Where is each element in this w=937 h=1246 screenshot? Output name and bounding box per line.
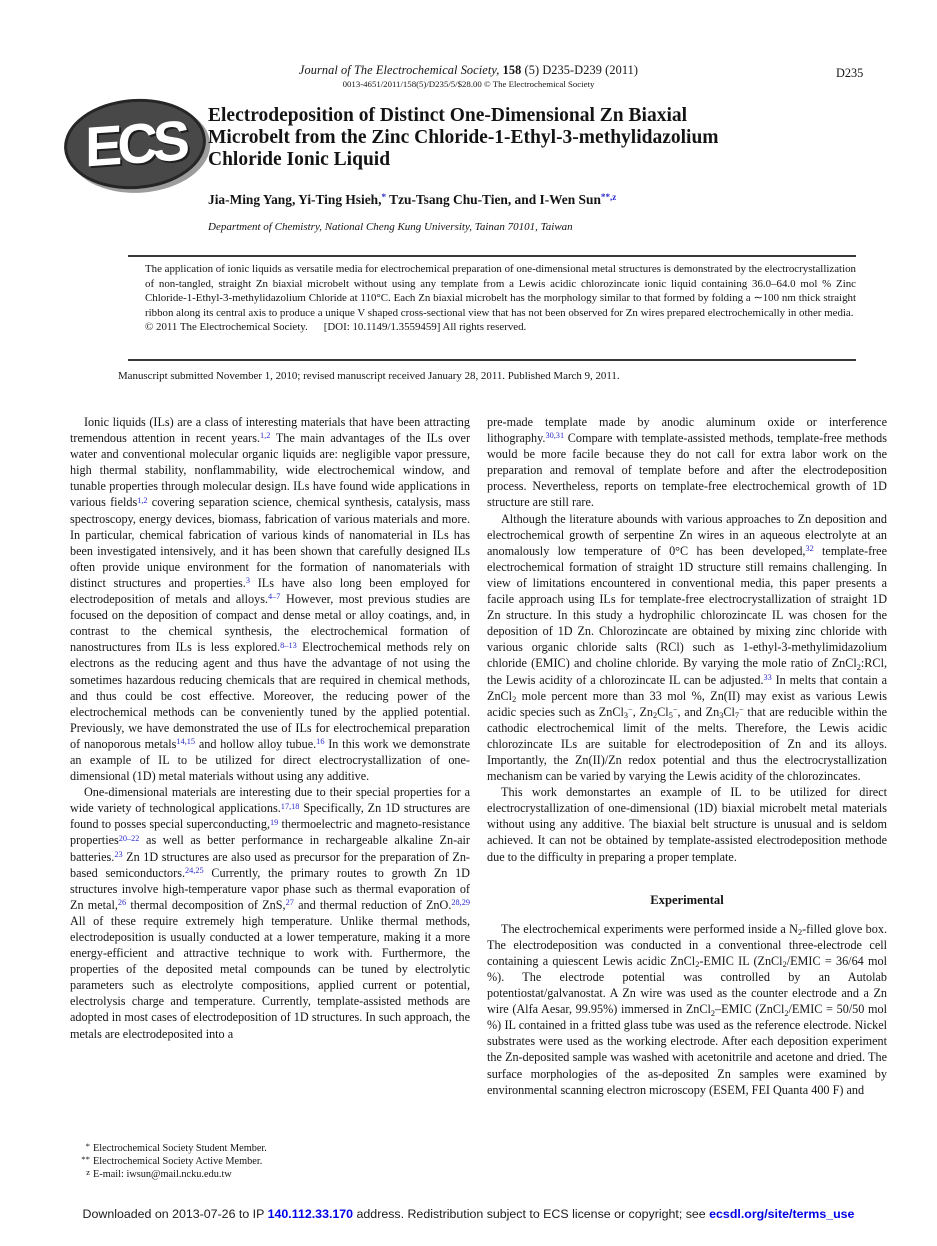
paragraph: One-dimensional materials are interesting due to their special properties for a wide variety of technological applications.$^{17,18}$ Specifically, Zn 1D structures are found to posses special superconducting,$^{19}$ thermoelectric and magneto-resistance properties$^{20-22}$ as well as better performance in rechargeable alkaline Zn-air batteries.$^{23}$ Zn 1D structures are also used as precursor for the preparation of Zn-based semiconductors.$^{24,25}$ Currently, the primary routes to growth Zn 1D structures involve high-temperature vapor phase such as thermal evaporation of Zn metal,$^{26}$ thermal decomposition of ZnS,$^{27}$ and thermal reduction of ZnO.$^{28,29}$ All of these require extremely high temperature. Unlike thermal methods, electrodeposition is usually conducted at a lower temperature, making it a more energy-efficient and attractive technique to work with. Furthermore, the properties of the deposited metal compounds can be tuned by electrolytic parameters such as electrolyte compositions, applied current or potential, electrolysis charge and temperature. Currently, template-assisted methods are adopted in most cases of electrodeposition of 1D structures. In such approach, the metals are electrodeposited into a — [70, 785, 471, 1041]
terms-link[interactable]: ecsdl.org/site/terms_use — [709, 1207, 855, 1221]
paragraph: Ionic liquids (ILs) are a class of interesting materials that have been attracting tremendous attention in recent years.$^{1,2}$ The main advantages of the ILs over water and conventional molecular organic liquids are: negligible vapor pressure, high thermal stability, nonflammability, wide electrochemical window, and tunable properties through molecular design. ILs have found wide applications in various fields$^{1,2}$ covering separation science, chemical synthesis, catalysis, mass spectroscopy, energy devices, biomass, fabrication of various materials and more. In particular, chemical fabrication of various kinds of nanomaterial in ILs has been investigated intensively, and it has been shown that carefully designed ILs often provide unique environment for the formation of nanomaterials with distinct structures and properties.$^3$ ILs have also long been employed for electrodeposition of metals and alloys.$^{4-7}$ However, most previous studies are focused on the deposition of compact and dense metal or alloy coatings, and, in contrast to the chemical synthesis, the electrochemical formation of nanostructures from ILs is less explored.$^{8-13}$ Electrochemical methods rely on electrons as the reducing agent and thus have the advantage of not using the sometimes hazardous reducing chemicals that are required in chemical methods, and thus could be cost effective. Moreover, the reducing power of the electrochemical methods can be conveniently tuned by the applied potential. Previously, we have demonstrated the use of ILs for electrochemical preparation of nanoporous metals$^{14,15}$ and hollow alloy tubue.$^{16}$ In this work we demonstrate an example of IL to be utilized for direct electrocrystallization of one-dimensional (1D) metal materials without using any additive. — [70, 415, 471, 784]
download-notice — [0, 1207, 937, 1221]
footnote-student-member: * Electrochemical Society Student Member. — [70, 1142, 470, 1155]
paragraph: The electrochemical experiments were performed inside a $N_2$-filled glove box. The electrodeposition was conducted in a conventional three-electrode cell containing a quiescent Lewis acidic ZnCl$_2$-EMIC IL (ZnCl$_2$/EMIC = 36/64 mol %). The electrode potential was controlled by an Autolab potentiostat/galvanostat. A Zn wire was used as the counter electrode and a Zn wire (Alfa Aesar, 99.95%) immersed in ZnCl$_2$–EMIC (ZnCl$_2$/EMIC = 50/50 mol %) IL contained in a fritted glass tube was used as the reference electrode. Nickel substrates were used as the working electrode. After each deposition experiment the Zn-deposited sample was washed with acetonitrile and acetone and dried. The surface morphologies of the as-deposited Zn samples were examined by environmental scanning electron microscopy (ESEM, FEI Quanta 400 F) and — [487, 921, 888, 1097]
authors-part-2: Tzu-Tsang Chu-Tien, and I-Wen Sun — [386, 192, 601, 207]
affiliation: Department of Chemistry, National Cheng Kung University, Tainan 70101, Taiwan — [208, 221, 573, 233]
page-number: D235 — [836, 66, 864, 80]
authors-part-1: Jia-Ming Yang, Yi-Ting Hsieh, — [208, 192, 382, 207]
authors-line — [208, 192, 616, 208]
abstract-copyright: © 2011 The Electrochemical Society. — [145, 321, 308, 334]
paper-title-line-2: Microbelt from the Zinc Chloride-1-Ethyl-3-methylidazolium — [208, 126, 719, 148]
section-heading-experimental: Experimental — [650, 892, 724, 907]
paragraph: pre-made template made by anodic aluminum oxide or interference lithography.$^{30,31}$ Compare with template-assisted methods, template-free methods would be more facile because they do not call for extra labor work on the preparation and removal of template before and after the electrodeposition process. Nevertheless, reports on template-free electrochemical growth of 1D structure are still rare. — [487, 415, 887, 510]
footnotes — [70, 1142, 470, 1182]
footnote-marker: z — [86, 1167, 90, 1178]
abstract-bottom-rule — [128, 359, 856, 361]
footnote-marker: * — [85, 1141, 90, 1151]
abstract — [145, 262, 856, 335]
ecs-logo — [62, 97, 208, 191]
author-footnote-marker: **,z — [600, 191, 617, 202]
left-column — [70, 414, 470, 1042]
paragraph: Although the literature abounds with various approaches to Zn deposition and electrochemical growth of serpentine Zn wires in an aqueous electrolyte at an anomalously low temperature of 0°C has been developed,$^{32}$ template-free electrochemical formation of straight 1D structure still remains challenging. In view of limitations encountered in conventional media, this paper presents a facile approach using ILs for template-free electrocrystallization of straight 1D Zn structure. In this study a hydrophilic chlorozincate IL was chosen for the deposition of 1D Zn. Chlorozincate are obtained by mixing zinc chloride with various organic chloride salts (RCl) such as 1-ethyl-3-methylimidazolium chloride (EMIC) and choline chloride. By varying the mole ratio of ZnCl$_2$:RCl, the Lewis acidity of a chlorozincate IL can be adjusted.$^{33}$ In melts that contain a ZnCl$_2$ mole percent more than 33 mol %, Zn(II) may exist as various Lewis acidic species such as ZnCl$_3$−, $Zn_2Cl_5^-$, and $Zn_3Cl_7^-$ that are reducible within the cathodic electrochemical limit of the melts. Therefore, the Lewis acidic chlorozincate ILs are suitable for electrodeposition of Zn and its alloys. Importantly, the Zn(II)/Zn redox potential and thus the electrocrystallization mechanism can be varied by varying the Lewis acidity of the chlorozincates. — [487, 511, 887, 784]
footnote-marker: ** — [81, 1154, 90, 1165]
abstract-text: The application of ionic liquids as versatile media for electrochemical preparation of one-dimensional metal structures is demonstrated by the electrocrystallization of non-tangled, straight Zn biaxial microbelt without using any template from a Lewis acidic chlorozincate ionic liquid containing 36.0–64.0 mol % Zinc Chloride-1-Ethyl-3-methylidazolium Chloride at 110°C. Each Zn biaxial microbelt has the morphology similar to that formed by folding a ∼100 nm thick straight ribbon along its central axis to produce a unique V shaped cross-sectional view that has not been observed for Zn wires prepared electrochemically in other media. — [145, 263, 856, 319]
ecs-logo-text: ECS — [85, 108, 185, 179]
ip-address-link[interactable]: 140.112.33.170 — [267, 1207, 354, 1221]
paper-title-line-3: Chloride Ionic Liquid — [208, 148, 391, 170]
journal-volume: 158 — [502, 63, 522, 77]
right-column — [487, 414, 887, 1098]
abstract-doi: [DOI: 10.1149/1.3559459] All rights reserved. — [323, 321, 527, 334]
journal-citation — [0, 63, 937, 78]
manuscript-note: Manuscript submitted November 1, 2010; revised manuscript received January 28, 2011. Published March 9, 2011. — [118, 370, 620, 382]
author-footnote-marker: * — [381, 191, 387, 202]
abstract-top-rule — [128, 255, 856, 257]
paper-title — [208, 105, 719, 170]
journal-name: Journal of The Electrochemical Society, — [298, 63, 500, 77]
paragraph: This work demonstartes an example of IL to be utilized for direct electrocrystallization of one-dimensional (1D) biaxial microbelt metal materials without using any additive. The biaxial belt structure is unusual and is seldom achieved. It can not be obtained by template-assisted electrodeposition methode due to the difficulty in preparing a proper template. — [487, 785, 887, 864]
download-notice-text: address. Redistribution subject to ECS license or copyright; see — [353, 1207, 710, 1221]
download-notice-text: Downloaded on 2013-07-26 to IP — [82, 1207, 268, 1221]
footnote-active-member: ** Electrochemical Society Active Member. — [70, 1155, 470, 1168]
issn-line: 0013-4651/2011/158(5)/D235/5/$28.00 © The Electrochemical Society — [342, 79, 595, 89]
paper-title-line-1: Electrodeposition of Distinct One-Dimensional Zn Biaxial — [208, 105, 688, 126]
journal-header — [0, 63, 937, 89]
ecs-logo-ellipse — [61, 94, 209, 194]
footnote-email: z E-mail: iwsun@mail.ncku.edu.tw — [70, 1168, 470, 1181]
journal-issue-pages: (5) D235-D239 (2011) — [524, 63, 639, 77]
